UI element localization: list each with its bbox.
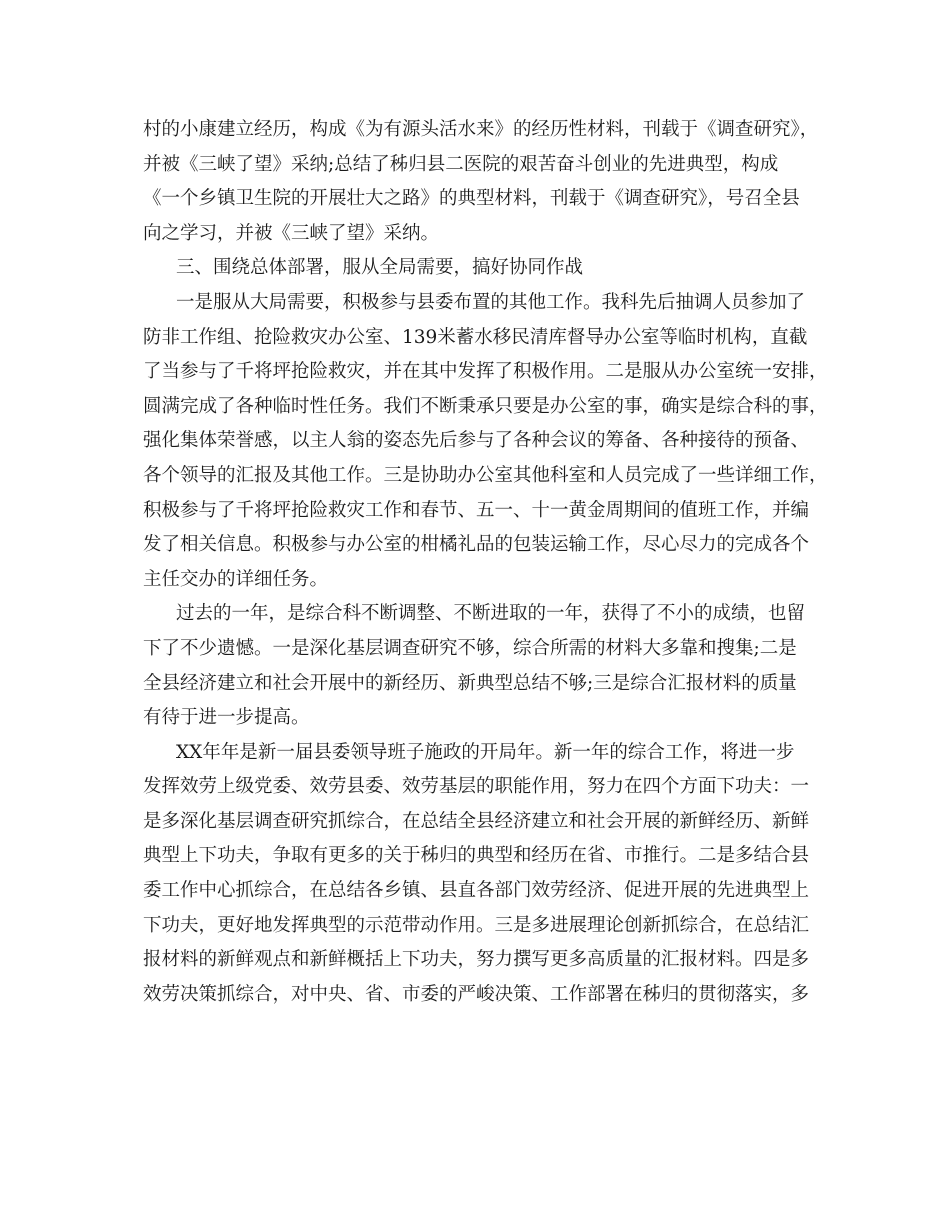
text-line: 一是服从大局需要，积极参与县委布置的其他工作。我科先后抽调人员参加了 xyxy=(176,291,806,313)
text-line: 效劳决策抓综合，对中央、省、市委的严峻决策、工作部署在秭归的贯彻落实，多 xyxy=(143,983,810,1005)
text-line: 过去的一年，是综合科不断调整、不断进取的一年，获得了不小的成绩，也留 xyxy=(176,603,806,625)
text-line: 村的小康建立经历，构成《为有源头活水来》的经历性材料，刊载于《调查研究》， xyxy=(143,119,819,140)
text-line: 发挥效劳上级党委、效劳县委、效劳基层的职能作用，努力在四个方面下功夫：一 xyxy=(143,776,810,798)
text-line: 下功夫，更好地发挥典型的示范带动作用。三是多进展理论创新抓综合，在总结汇 xyxy=(143,914,810,936)
text-line: 强化集体荣誉感，以主人翁的姿态先后参与了各种会议的筹备、各种接待的预备、 xyxy=(143,430,810,452)
text-line: 主任交办的详细任务。 xyxy=(143,568,329,590)
text-line: 全县经济建立和社会开展中的新经历、新典型总结不够;三是综合汇报材料的质量 xyxy=(143,672,797,694)
text-line: 圆满完成了各种临时性任务。我们不断秉承只要是办公室的事，确实是综合科的事， xyxy=(143,395,828,417)
text-line: 《一个乡镇卫生院的开展壮大之路》的典型材料，刊载于《调查研究》，号召全县 xyxy=(143,188,800,210)
text-line: XX年年是新一届县委领导班子施政的开局年。新一年的综合工作，将进一步 xyxy=(176,741,795,763)
text-line: 防非工作组、抢险救灾办公室、139米蓄水移民清库督导办公室等临时机构，直截 xyxy=(143,326,808,348)
text-line: 有待于进一步提高。 xyxy=(143,707,310,729)
text-line: 报材料的新鲜观点和新鲜概括上下功夫，努力撰写更多高质量的汇报材料。四是多 xyxy=(143,949,810,971)
text-line: 了当参与了千将坪抢险救灾，并在其中发挥了积极作用。二是服从办公室统一安排， xyxy=(143,361,828,383)
text-line: 三、围绕总体部署，服从全局需要，搞好协同作战 xyxy=(176,257,584,279)
text-line: 并被《三峡了望》采纳;总结了秭归县二医院的艰苦奋斗创业的先进典型，构成 xyxy=(143,153,779,175)
text-line: 委工作中心抓综合，在总结各乡镇、县直各部门效劳经济、促进开展的先进典型上 xyxy=(143,880,810,902)
text-line: 发了相关信息。积极参与办公室的柑橘礼品的包装运输工作，尽心尽力的完成各个 xyxy=(143,534,810,556)
text-line: 各个领导的汇报及其他工作。三是协助办公室其他科室和人员完成了一些详细工作， xyxy=(143,464,828,486)
text-line: 下了不少遗憾。一是深化基层调查研究不够，综合所需的材料大多靠和搜集;二是 xyxy=(143,637,797,659)
text-line: 典型上下功夫，争取有更多的关于秭归的典型和经历在省、市推行。二是多结合县 xyxy=(143,845,810,867)
text-line: 积极参与了千将坪抢险救灾工作和春节、五一、十一黄金周期间的值班工作，并编 xyxy=(143,499,810,521)
text-line: 向之学习，并被《三峡了望》采纳。 xyxy=(143,222,440,244)
text-line: 是多深化基层调查研究抓综合，在总结全县经济建立和社会开展的新鲜经历、新鲜 xyxy=(143,810,810,832)
document-body xyxy=(143,113,843,1012)
